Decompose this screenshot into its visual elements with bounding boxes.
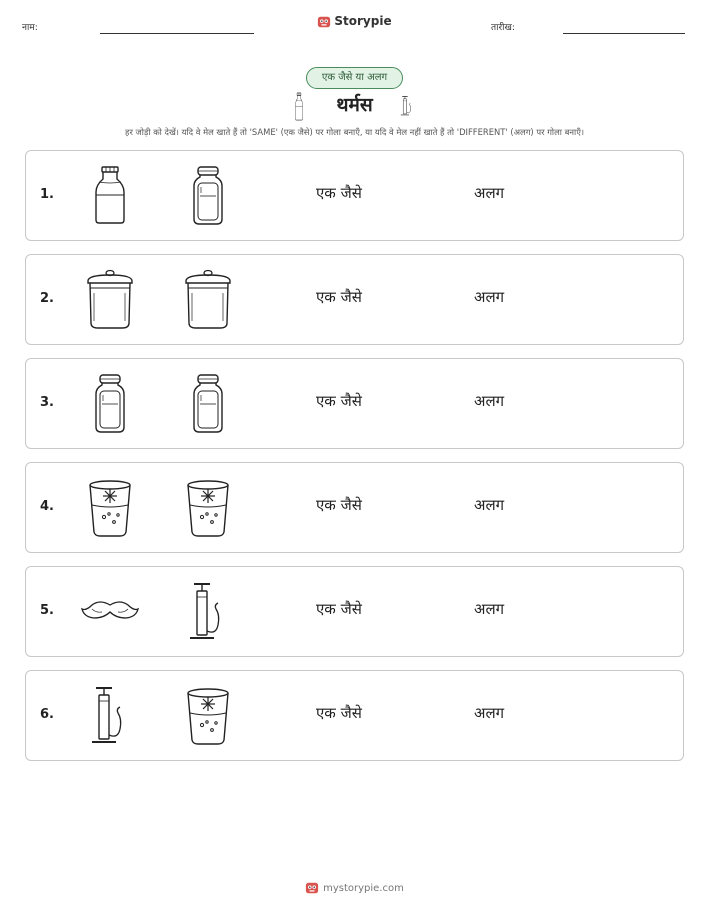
air-pump-icon [396,92,418,120]
question-row-6 [25,670,684,761]
different-option[interactable]: अलग [474,704,505,722]
brand-logo [0,14,709,29]
question-number: 4. [40,499,54,514]
same-option[interactable]: एक जैसे [316,600,362,618]
footer-url[interactable]: mystorypie.com [323,883,404,894]
storypie-logo-icon [305,881,319,895]
different-option[interactable]: अलग [474,392,505,410]
question-number: 3. [40,395,54,410]
air-pump-icon [176,581,240,643]
footer [0,881,709,895]
jar-icon [176,373,240,435]
ice-glass-icon [176,477,240,539]
question-number: 6. [40,707,54,722]
same-option[interactable]: एक जैसे [316,184,362,202]
question-row-2 [25,254,684,345]
lidded-container-icon [78,269,142,331]
same-option[interactable]: एक जैसे [316,288,362,306]
jar-icon [78,373,142,435]
different-option[interactable]: अलग [474,184,505,202]
same-option[interactable]: एक जैसे [316,392,362,410]
question-number: 1. [40,187,54,202]
ice-glass-icon [78,477,142,539]
name-label: नाम: [22,23,38,33]
question-number: 2. [40,291,54,306]
jar-icon [176,165,240,227]
question-row-3 [25,358,684,449]
same-option[interactable]: एक जैसे [316,496,362,514]
milk-bottle-icon [78,165,142,227]
category-pill: एक जैसे या अलग [306,67,403,89]
lidded-container-icon [176,269,240,331]
question-number: 5. [40,603,54,618]
brand-name: Storypie [334,14,392,28]
mustache-icon [78,581,142,643]
ice-glass-icon [176,685,240,747]
same-option[interactable]: एक जैसे [316,704,362,722]
date-field-line[interactable] [563,33,685,34]
air-pump-icon [78,685,142,747]
instructions-text: हर जोड़ी को देखें। यदि वे मेल खाते हैं तो 'SAME' (एक जैसे) पर गोला बनाएँ, या यदि वे मेल नहीं खाते हैं तो 'DIFFERENT' (अलग) पर गोला बनाएँ। [125,127,584,137]
different-option[interactable]: अलग [474,600,505,618]
date-label: तारीख: [491,23,515,33]
different-option[interactable]: अलग [474,288,505,306]
different-option[interactable]: अलग [474,496,505,514]
name-field-line[interactable] [100,33,254,34]
question-row-1 [25,150,684,241]
question-row-4 [25,462,684,553]
page-title: थर्मस [336,94,373,116]
question-row-5 [25,566,684,657]
storypie-logo-icon [317,15,331,29]
